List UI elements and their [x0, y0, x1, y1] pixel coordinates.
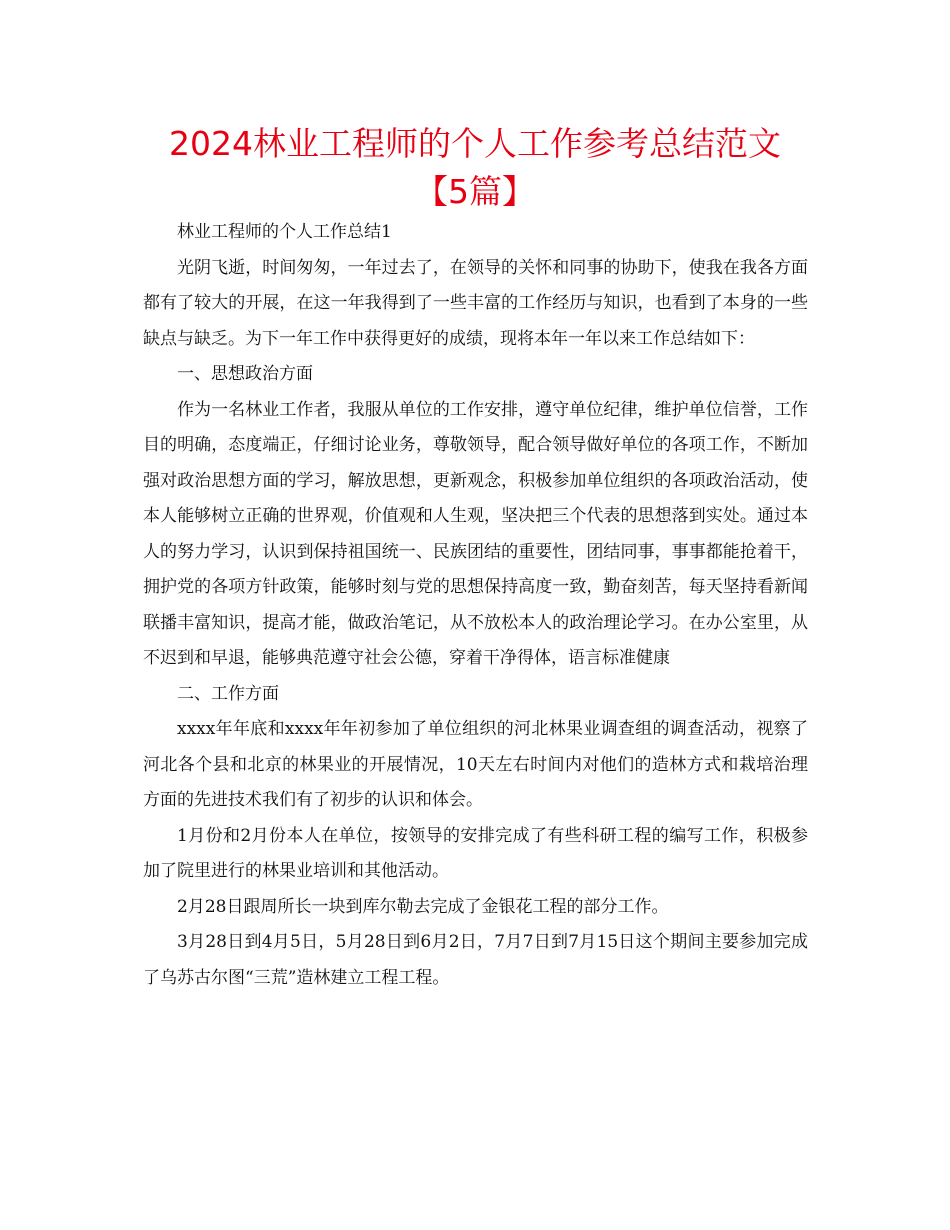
section-heading-politics: 一、思想政治方面 — [177, 364, 313, 384]
document-title: 2024林业工程师的个人工作参考总结范文【5篇】 — [169, 124, 781, 211]
document-body — [143, 215, 808, 996]
paragraph-mar-jul: 3月28日到4月5日，5月28日到6月2日，7月7日到7月15日这个期间主要参加完成了乌苏古尔图“三荒”造林建立工程工程。 — [143, 932, 808, 988]
paragraph-survey: xxxx年年底和xxxx年年初参加了单位组织的河北林果业调查组的调查活动，视察了河北各个县和北京的林果业的开展情况，10天左右时间内对他们的造林方式和栽培治理方面的先进技术我们有了初步的认识和体会。 — [143, 719, 808, 810]
paragraph-feb-28: 2月28日跟周所长一块到库尔勒去完成了金银花工程的部分工作。 — [177, 896, 669, 917]
paragraph-intro: 光阴飞逝，时间匆匆，一年过去了，在领导的关怀和同事的协助下，使我在我各方面都有了较大的开展，在这一年我得到了一些丰富的工作经历与知识，也看到了本身的一些缺点与缺乏。为下一年工作中获得更好的成绩，现将本年一年以来工作总结如下： — [143, 257, 808, 349]
section-heading-summary-1: 林业工程师的个人工作总结1 — [177, 222, 392, 242]
paragraph-jan-feb: 1月份和2月份本人在单位，按领导的安排完成了有些科研工程的编写工作，积极参加了院里进行的林果业培训和其他活动。 — [143, 825, 808, 881]
paragraph-politics: 作为一名林业工作者，我服从单位的工作安排，遵守单位纪律，维护单位信誉，工作目的明确，态度端正，仔细讨论业务，尊敬领导，配合领导做好单位的各项工作，不断加强对政治思想方面的学习，解放思想，更新观念，积极参加单位组织的各项政治活动，使本人能够树立正确的世界观，价值观和人生观，坚决把三个代表的思想落到实处。通过本人的努力学习，认识到保持祖国统一、民族团结的重要性，团结同事，事事都能抢着干，拥护党的各项方针政策，能够时刻与党的思想保持高度一致，勤奋刻苦，每天坚持看新闻联播丰富知识，提高才能，做政治笔记，从不放松本人的政治理论学习。在办公室里，从不迟到和早退，能够典范遵守社会公德，穿着干净得体，语言标准健康 — [143, 399, 808, 668]
section-heading-work: 二、工作方面 — [177, 683, 279, 704]
